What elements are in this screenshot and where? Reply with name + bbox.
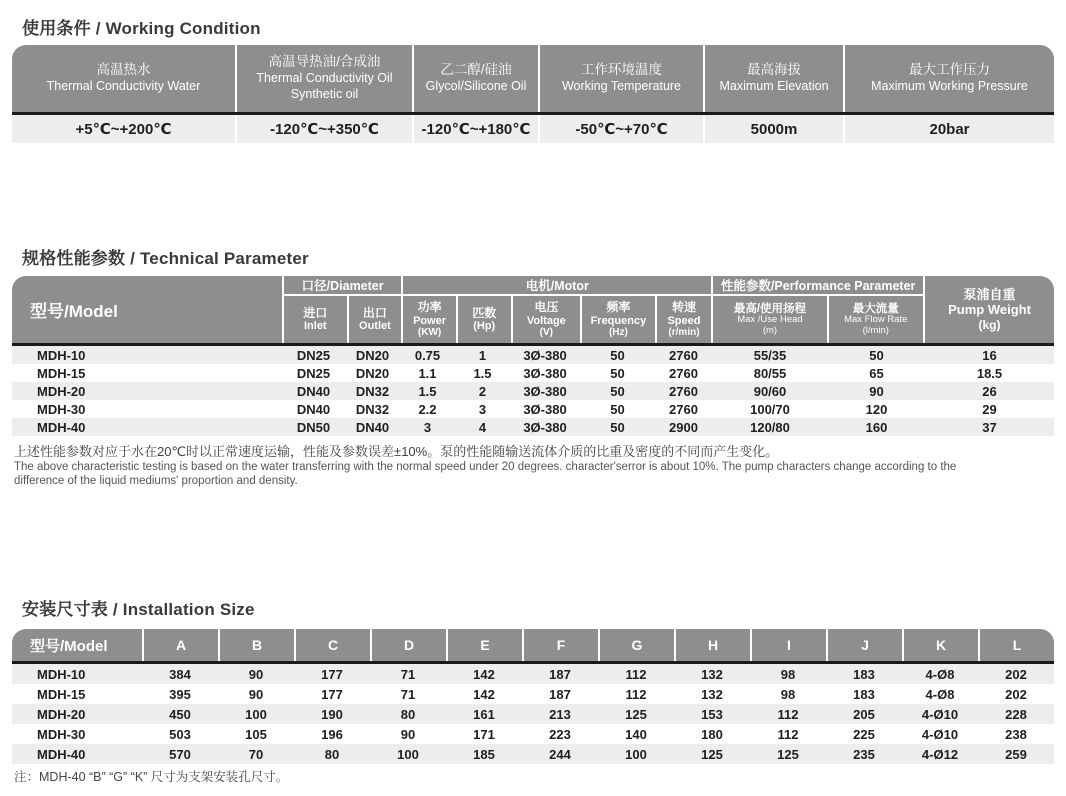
model-column-header: 型号/Model <box>30 302 118 321</box>
sub-cn: 最大流量 <box>852 302 899 315</box>
value-cell: 238 <box>1005 726 1027 742</box>
working-condition-table <box>12 45 1054 143</box>
value-cell: 3 <box>478 401 487 417</box>
value-cell: 213 <box>549 706 571 722</box>
group-header-diameter: 口径/Diameter <box>301 279 384 293</box>
table-row <box>12 346 1054 364</box>
dim-header-I: I <box>750 629 826 661</box>
value-cell: 50 <box>610 347 625 363</box>
value-cell: 4-Ø12 <box>921 746 959 762</box>
value-cell: 50 <box>610 365 625 381</box>
model-cell: MDH-30 <box>37 726 86 742</box>
value-cell: DN25 <box>296 365 331 381</box>
value-cell: 185 <box>473 746 495 762</box>
value-cell: 50 <box>610 401 625 417</box>
value-cell: 161 <box>473 706 495 722</box>
value-cell: 90 <box>248 666 264 682</box>
value-cell: 153 <box>701 706 723 722</box>
value-cell: 80 <box>400 706 416 722</box>
value-cell: 177 <box>321 686 343 702</box>
value-cell: DN40 <box>296 383 331 399</box>
sub-cn: 频率 <box>606 300 631 315</box>
value-cell: 205 <box>853 706 875 722</box>
value-cell: 71 <box>400 666 416 682</box>
value-cell: 100 <box>245 706 267 722</box>
sub-cn: 匹数 <box>472 305 497 320</box>
value-cell: 16 <box>982 347 997 363</box>
table-row <box>12 382 1054 400</box>
value-cell: 20bar <box>843 115 1054 143</box>
value-cell: 1.1 <box>418 365 437 381</box>
header-cn: 乙二醇/硅油 <box>440 62 512 78</box>
sub-unit: (kg) <box>978 317 1001 332</box>
value-cell: 140 <box>625 726 647 742</box>
installation-size-table <box>12 629 1054 764</box>
value-cell: 259 <box>1005 746 1027 762</box>
sub-en: Outlet <box>359 320 391 333</box>
model-cell: MDH-20 <box>37 706 86 722</box>
model-cell: MDH-40 <box>37 746 86 762</box>
value-cell: 70 <box>248 746 264 762</box>
sub-en: Pump Weight <box>948 302 1031 318</box>
value-cell: 71 <box>400 686 416 702</box>
value-cell: 202 <box>1005 686 1027 702</box>
value-cell: 2760 <box>669 347 698 363</box>
model-cell: MDH-10 <box>37 347 86 363</box>
table-row <box>12 704 1054 724</box>
value-cell: 202 <box>1005 666 1027 682</box>
value-cell: 132 <box>701 686 723 702</box>
sub-cn: 泵浦自重 <box>963 286 1016 302</box>
value-cell: 142 <box>473 666 495 682</box>
header-en: Glycol/Silicone Oil <box>425 79 527 94</box>
header-cn: 工作环境温度 <box>581 62 662 78</box>
value-cell: DN50 <box>296 419 331 435</box>
value-cell: 384 <box>169 666 191 682</box>
sub-header-flow <box>827 296 923 343</box>
value-cell: 120/80 <box>750 419 790 435</box>
value-cell: 50 <box>610 383 625 399</box>
header-cn: 高温热水 <box>96 62 151 78</box>
value-cell: 26 <box>982 383 997 399</box>
dim-header-J: J <box>826 629 902 661</box>
table-row <box>12 724 1054 744</box>
dim-header-E: E <box>446 629 522 661</box>
value-cell: 187 <box>549 686 571 702</box>
value-cell: 5000m <box>703 115 843 143</box>
value-cell: 183 <box>853 686 875 702</box>
table-row <box>12 664 1054 684</box>
header-cn: 最高海拔 <box>747 62 801 78</box>
group-header-motor: 电机/Motor <box>401 276 711 294</box>
value-cell: 100/70 <box>750 401 790 417</box>
value-cell: 18.5 <box>976 365 1003 381</box>
value-cell: 2.2 <box>418 401 437 417</box>
value-cell: 90/60 <box>753 383 787 399</box>
value-cell: 80/55 <box>753 365 787 381</box>
sub-unit: (V) <box>539 326 554 338</box>
value-cell: 2760 <box>669 383 698 399</box>
value-cell: 3Ø-380 <box>523 401 567 417</box>
sub-cn: 转速 <box>671 300 696 315</box>
sub-unit: (r/min) <box>668 326 700 338</box>
table-row <box>12 684 1054 704</box>
value-cell: 2760 <box>669 401 698 417</box>
value-cell: 55/35 <box>753 347 787 363</box>
value-cell: 105 <box>245 726 267 742</box>
value-cell: 112 <box>625 686 647 702</box>
value-cell: DN32 <box>355 383 390 399</box>
value-cell: 3Ø-380 <box>523 383 567 399</box>
column-header-elevation <box>703 45 843 112</box>
value-cell: 100 <box>625 746 647 762</box>
header-en: Working Temperature <box>561 79 682 94</box>
value-cell: 142 <box>473 686 495 702</box>
sub-header-hp <box>456 296 511 343</box>
value-cell: 80 <box>324 746 340 762</box>
technical-parameter-table <box>12 276 1054 436</box>
dim-header-G: G <box>598 629 674 661</box>
sub-cn: 功率 <box>417 300 442 315</box>
sub-en: Power <box>413 314 447 327</box>
column-header-glycol <box>412 45 538 112</box>
technical-table-body <box>12 346 1054 436</box>
value-cell: 4-Ø8 <box>925 666 955 682</box>
dim-header-H: H <box>674 629 750 661</box>
value-cell: 225 <box>853 726 875 742</box>
value-cell: 4 <box>478 419 487 435</box>
technical-header <box>12 276 1054 343</box>
sub-en: Max Flow Rate <box>844 314 908 326</box>
note-line-en: The above characteristic testing is based on the water transferring with the normal speed under 20 degrees. character'serror is about 10%. The pump characters change according to the <box>14 461 957 474</box>
dim-header-L: L <box>978 629 1054 661</box>
sub-header-inlet <box>284 296 347 343</box>
column-header-oil <box>235 45 412 112</box>
value-cell: DN32 <box>355 401 390 417</box>
value-cell: 196 <box>321 726 343 742</box>
sub-unit: (m) <box>762 324 778 336</box>
header-en2: Synthetic oil <box>290 86 359 101</box>
sub-cn: 最高/使用扬程 <box>733 302 807 315</box>
model-cell: MDH-15 <box>37 686 86 702</box>
value-cell: 65 <box>869 365 884 381</box>
value-cell: 90 <box>248 686 264 702</box>
value-cell: 112 <box>777 706 799 722</box>
value-cell: 177 <box>321 666 343 682</box>
sub-unit: (KW) <box>417 326 442 338</box>
note-line-en: difference of the liquid mediums' proportion and density. <box>14 475 298 488</box>
value-cell: 50 <box>610 419 625 435</box>
sub-unit: (l/min) <box>862 324 889 336</box>
technical-header-mid <box>282 276 925 343</box>
dim-header-A: A <box>142 629 218 661</box>
model-column-header: 型号/Model <box>30 637 108 655</box>
dim-header-K: K <box>902 629 978 661</box>
model-cell: MDH-10 <box>37 666 86 682</box>
value-cell: DN40 <box>355 419 390 435</box>
sub-header-voltage <box>511 296 581 343</box>
value-cell: 4-Ø10 <box>921 706 959 722</box>
installation-table-body <box>12 664 1054 764</box>
value-cell: 90 <box>869 383 884 399</box>
value-cell: DN20 <box>355 347 390 363</box>
working-condition-title: 使用条件 / Working Condition <box>22 19 261 38</box>
value-cell: 0.75 <box>414 347 441 363</box>
header-en: Maximum Working Pressure <box>871 79 1028 94</box>
sub-cn: 电压 <box>534 300 559 315</box>
header-en: Thermal Conductivity Water <box>46 79 201 94</box>
value-cell: 235 <box>853 746 875 762</box>
value-cell: 180 <box>701 726 723 742</box>
value-cell: 125 <box>777 746 799 762</box>
value-cell: 29 <box>982 401 997 417</box>
technical-note <box>14 444 956 488</box>
value-cell: 2760 <box>669 365 698 381</box>
header-cn: 最大工作压力 <box>909 62 990 78</box>
sub-en: Speed <box>667 314 701 327</box>
value-cell: 125 <box>625 706 647 722</box>
model-cell: MDH-40 <box>37 419 86 435</box>
column-header-pressure <box>843 45 1054 112</box>
value-cell: 100 <box>397 746 419 762</box>
sub-en: Inlet <box>303 320 327 333</box>
header-en: Maximum Elevation <box>719 79 829 94</box>
table-row <box>12 400 1054 418</box>
value-cell: 2 <box>478 383 487 399</box>
value-cell: 50 <box>869 347 884 363</box>
table-row <box>12 418 1054 436</box>
sub-header-power <box>401 296 456 343</box>
group-header-row <box>284 276 923 296</box>
model-cell: MDH-15 <box>37 365 86 381</box>
value-cell: 112 <box>777 726 799 742</box>
group-header-performance: 性能参数/Performance Parameter <box>711 276 923 294</box>
value-cell: DN25 <box>296 347 331 363</box>
value-cell: -120℃~+180℃ <box>412 115 538 143</box>
value-cell: 3Ø-380 <box>523 365 567 381</box>
value-cell: 2900 <box>669 419 698 435</box>
value-cell: +5℃~+200℃ <box>75 121 172 138</box>
value-cell: 223 <box>549 726 571 742</box>
value-cell: 4-Ø10 <box>921 726 959 742</box>
value-cell: 187 <box>549 666 571 682</box>
dim-header-B: B <box>218 629 294 661</box>
value-cell: 3 <box>423 419 432 435</box>
sub-header-outlet <box>347 296 402 343</box>
value-cell: 4-Ø8 <box>925 686 955 702</box>
sub-en: (Hp) <box>473 320 496 333</box>
value-cell: 160 <box>865 419 888 435</box>
value-cell: 395 <box>169 686 191 702</box>
sub-en: Voltage <box>526 314 566 327</box>
value-cell: 90 <box>400 726 416 742</box>
sub-en: Frequency <box>590 314 647 327</box>
value-cell: 3Ø-380 <box>523 419 567 435</box>
working-condition-header-row <box>12 45 1054 112</box>
installation-header-row <box>12 629 1054 661</box>
installation-size-title: 安装尺寸表 / Installation Size <box>22 600 255 619</box>
sub-header-row <box>284 296 923 343</box>
sub-cn: 出口 <box>362 305 387 320</box>
sub-header-speed <box>655 296 712 343</box>
sub-cn: 进口 <box>303 305 328 320</box>
value-cell: 244 <box>549 746 571 762</box>
value-cell: 570 <box>169 746 191 762</box>
value-cell: DN20 <box>355 365 390 381</box>
sub-header-frequency <box>580 296 655 343</box>
value-cell: 450 <box>169 706 191 722</box>
value-cell: 3Ø-380 <box>523 347 567 363</box>
table-row <box>12 364 1054 382</box>
model-cell: MDH-30 <box>37 401 86 417</box>
value-cell: 183 <box>853 666 875 682</box>
header-en: Thermal Conductivity Oil <box>256 71 393 86</box>
value-cell: -120℃~+350℃ <box>235 115 412 143</box>
value-cell: 1.5 <box>418 383 437 399</box>
header-cn: 高温导热油/合成油 <box>268 54 381 70</box>
value-cell: 503 <box>169 726 191 742</box>
value-cell: 1.5 <box>473 365 492 381</box>
table-row <box>12 744 1054 764</box>
value-cell: 120 <box>865 401 888 417</box>
dim-header-C: C <box>294 629 370 661</box>
sub-unit: (Hz) <box>608 326 628 338</box>
technical-parameter-title: 规格性能参数 / Technical Parameter <box>22 249 309 268</box>
value-cell: DN40 <box>296 401 331 417</box>
pump-weight-column-header <box>925 276 1054 343</box>
value-cell: 132 <box>701 666 723 682</box>
value-cell: 228 <box>1005 706 1027 722</box>
value-cell: -50℃~+70℃ <box>538 115 703 143</box>
value-cell: 98 <box>780 686 796 702</box>
value-cell: 98 <box>780 666 796 682</box>
value-cell: 112 <box>625 666 647 682</box>
installation-note: 注：MDH-40 “B” “G” “K” 尺寸为支架安装孔尺寸。 <box>14 770 289 784</box>
dim-header-D: D <box>370 629 446 661</box>
dim-header-F: F <box>522 629 598 661</box>
value-cell: 125 <box>701 746 723 762</box>
value-cell: 37 <box>982 419 997 435</box>
note-line-cn: 上述性能参数对应于水在20℃时以正常速度运输，性能及参数误差±10%。泵的性能随输送流体介质的比重及密度的不同而产生变化。 <box>14 444 779 459</box>
column-header-working-temp <box>538 45 703 112</box>
value-cell: 171 <box>473 726 495 742</box>
value-cell: 1 <box>478 347 487 363</box>
value-cell: 190 <box>321 706 343 722</box>
working-condition-value-row <box>12 115 1054 143</box>
model-cell: MDH-20 <box>37 383 86 399</box>
sub-en: Max /Use Head <box>737 314 803 326</box>
column-header-water <box>12 45 235 112</box>
sub-header-head <box>711 296 826 343</box>
